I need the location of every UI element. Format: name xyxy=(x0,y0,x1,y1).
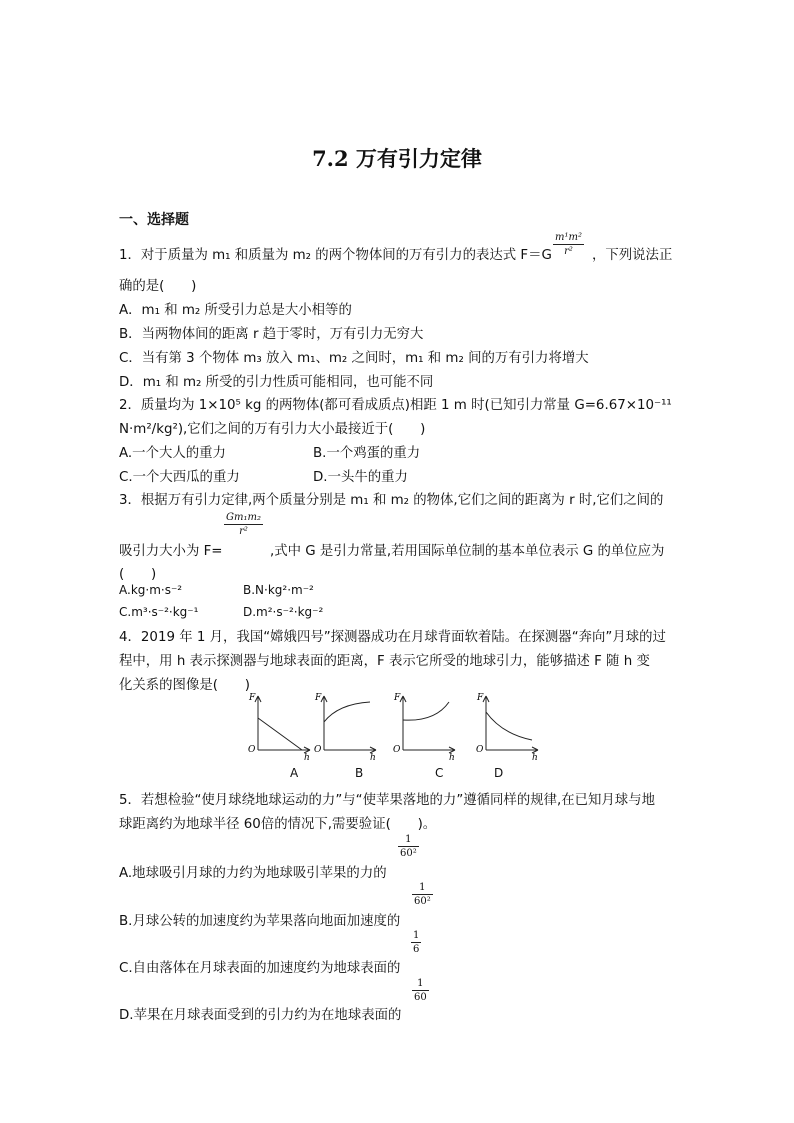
q1-option-a: A．m₁ 和 m₂ 所受引力总是大小相等的 xyxy=(119,303,352,318)
svg-text:F: F xyxy=(477,693,484,703)
q5-option-b-fraction: 1 60² xyxy=(414,882,431,907)
q2-stem: 2．质量均为 1×10⁵ kg 的两物体(都可看成质点)相距 1 m 时(已知引力常量 G=6.67×10⁻¹¹ xyxy=(119,398,672,413)
q5-option-a: A.地球吸引月球的力约为地球吸引苹果的力的 xyxy=(119,866,387,881)
q5-stem-line2: 球距离约为地球半径 60倍的情况下,需要验证( )。 xyxy=(119,817,437,832)
q5-option-b: B.月球公转的加速度约为苹果落向地面加速度的 xyxy=(119,914,401,929)
q2-option-b: B.一个鸡蛋的重力 xyxy=(313,446,421,461)
graph-label-d: D xyxy=(494,766,504,780)
q3-option-c: C.m³·s⁻²·kg⁻¹ xyxy=(119,605,199,619)
page-title: 7.2 万有引力定律 xyxy=(312,146,482,171)
svg-text:F: F xyxy=(394,693,401,703)
q5-option-c-fraction: 1 6 xyxy=(413,930,420,955)
q4-graph-d xyxy=(472,690,542,760)
svg-text:O: O xyxy=(248,745,256,755)
q3-option-b: B.N·kg²·m⁻² xyxy=(243,583,314,597)
q1-stem-text: 1．对于质量为 m₁ 和质量为 m₂ 的两个物体间的万有引力的表达式 F＝G xyxy=(119,248,552,263)
q4-graph-b xyxy=(310,690,380,760)
curve-c xyxy=(403,702,449,720)
q3-frac-numerator: Gm₁m₂ xyxy=(226,512,261,523)
section-heading: 一、选择题 xyxy=(119,212,189,228)
q1-stem xyxy=(119,244,552,263)
curve-a xyxy=(258,718,302,750)
q5-stem: 5．若想检验“使月球绕地球运动的力”与“使苹果落地的力”遵循同样的规律,在已知月球与地 xyxy=(119,793,655,808)
q3-stem-line2-tail: ,式中 G 是引力常量,若用国际单位制的基本单位表示 G 的单位应为 xyxy=(270,544,665,559)
q3-option-d: D.m²·s⁻²·kg⁻² xyxy=(243,605,324,619)
q4-stem: 4．2019 年 1 月，我国“嫦娥四号”探测器成功在月球背面软着陆。在探测器“奔向”月球的过 xyxy=(119,630,666,645)
fraction-bar xyxy=(553,244,584,245)
q4-graph-c xyxy=(389,690,459,760)
q3-option-a: A.kg·m·s⁻² xyxy=(119,583,183,597)
svg-text:h: h xyxy=(532,753,538,760)
graph-label-a: A xyxy=(290,766,299,780)
q3-stem: 3．根据万有引力定律,两个质量分别是 m₁ 和 m₂ 的物体,它们之间的距离为 r 时,它们之间的 xyxy=(119,493,664,508)
svg-text:F: F xyxy=(315,693,322,703)
svg-text:h: h xyxy=(304,753,310,760)
curve-b xyxy=(324,702,370,722)
q3-formula-fraction xyxy=(224,512,263,537)
q1-stem-tail: ，下列说法正 xyxy=(592,248,673,263)
fraction-bar xyxy=(224,524,263,525)
q5-option-d-fraction: 1 60 xyxy=(414,978,427,1003)
q1-formula-fraction xyxy=(553,232,584,257)
q5-option-d: D.苹果在月球表面受到的引力约为在地球表面的 xyxy=(119,1008,402,1023)
q2-option-a: A.一个大人的重力 xyxy=(119,446,226,461)
q2-option-d: D.一头牛的重力 xyxy=(313,470,408,485)
svg-text:O: O xyxy=(393,745,401,755)
svg-text:O: O xyxy=(314,745,322,755)
curve-d xyxy=(486,712,532,740)
axis-y-label: F xyxy=(249,693,256,703)
q3-stem-line2-head: 吸引力大小为 F= xyxy=(119,544,223,559)
q1-stem-line2: 确的是( ) xyxy=(119,279,197,294)
q1-option-c: C．当有第 3 个物体 m₃ 放入 m₁、m₂ 之间时，m₁ 和 m₂ 间的万有引力将增大 xyxy=(119,351,589,366)
q2-option-c: C.一个大西瓜的重力 xyxy=(119,470,240,485)
q3-frac-denominator: r² xyxy=(239,526,248,537)
q3-stem-line3: ( ) xyxy=(119,567,157,582)
svg-text:h: h xyxy=(449,753,455,760)
q4-graph-a xyxy=(244,690,314,760)
graph-label-c: C xyxy=(435,766,444,780)
q2-stem-line2: N·m²/kg²),它们之间的万有引力大小最接近于( ) xyxy=(119,422,426,437)
q4-stem-line3: 化关系的图像是( ) xyxy=(119,678,250,693)
q1-option-d: D．m₁ 和 m₂ 所受的引力性质可能相同，也可能不同 xyxy=(119,375,434,390)
q1-option-b: B．当两物体间的距离 r 趋于零时，万有引力无穷大 xyxy=(119,327,424,342)
q5-option-c: C.自由落体在月球表面的加速度约为地球表面的 xyxy=(119,961,401,976)
q1-frac-denominator: r² xyxy=(564,246,573,257)
q5-option-a-fraction: 1 60² xyxy=(400,834,417,859)
q4-stem-line2: 程中，用 h 表示探测器与地球表面的距离，F 表示它所受的地球引力，能够描述 F 随 h 变 xyxy=(119,654,650,669)
graph-label-b: B xyxy=(355,766,364,780)
svg-text:h: h xyxy=(370,753,376,760)
svg-text:O: O xyxy=(476,745,484,755)
q1-frac-numerator: m¹m² xyxy=(555,232,582,243)
